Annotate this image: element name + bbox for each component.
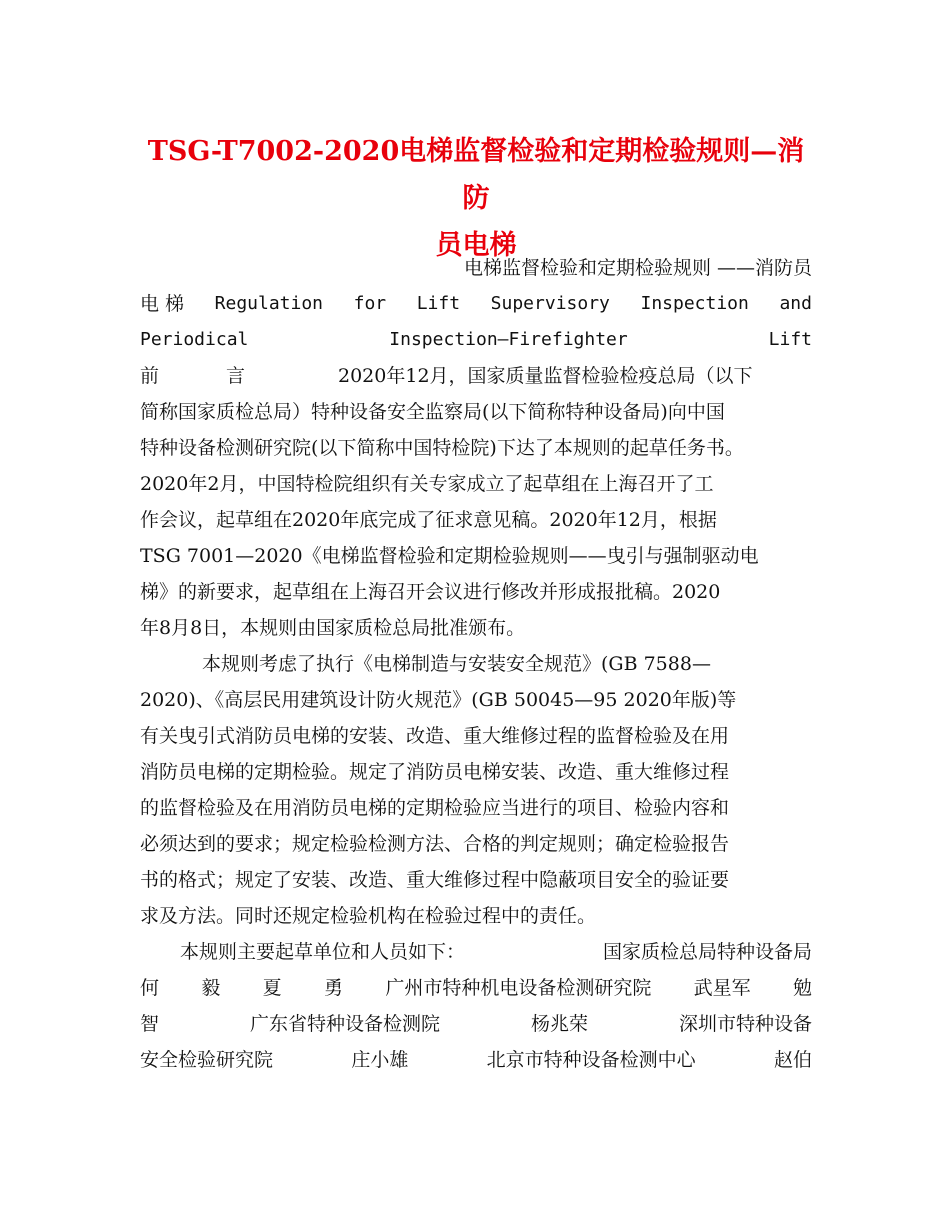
body-line: [140, 754, 812, 790]
title-line-2: 员电梯: [435, 230, 517, 261]
text-segment: Inspection—Firefighter: [389, 329, 628, 350]
body-line: [140, 322, 812, 358]
subtitle-text: 电梯监督检验和定期检验规则 ——消防员: [463, 257, 812, 279]
text-segment: TSG 7001—2020《电梯监督检验和定期检验规则——曳引与强制驱动电: [140, 545, 759, 567]
text-segment: and: [779, 293, 812, 314]
text-segment: 本规则主要起草单位和人员如下：: [180, 941, 466, 963]
text-segment: 的监督检验及在用消防员电梯的定期检验应当进行的项目、检验内容和: [140, 797, 730, 819]
text-segment: 夏: [262, 977, 282, 999]
text-segment: 北京市特种设备检测中心: [486, 1049, 696, 1071]
text-segment: Lift: [416, 293, 461, 314]
text-segment: 国家质检总局特种设备局: [602, 941, 812, 963]
text-segment: 何: [140, 977, 160, 999]
body-line: [140, 610, 812, 646]
text-segment: 杨兆荣: [530, 1013, 588, 1035]
body-line: [140, 394, 812, 430]
body-line: [140, 970, 812, 1006]
body-line: [140, 286, 812, 322]
text-segment: 梯》的新要求，起草组在上海召开会议进行修改并形成报批稿。2020: [140, 581, 721, 603]
text-segment: 赵伯: [773, 1049, 812, 1071]
text-segment: 消防员电梯的定期检验。规定了消防员电梯安装、改造、重大维修过程: [140, 761, 730, 783]
text-segment: 勉: [792, 977, 812, 999]
title-line-1: TSG-T7002-2020电梯监督检验和定期检验规则—消防: [147, 136, 805, 214]
text-segment: Regulation: [214, 293, 324, 314]
body-line: [140, 466, 812, 502]
body-line: [140, 646, 812, 682]
body-line: [140, 826, 812, 862]
heading-char: 言: [226, 365, 246, 387]
text-segment: 年8月8日，本规则由国家质检总局批准颁布。: [140, 617, 526, 639]
body-line: [140, 430, 812, 466]
text-segment: 深圳市特种设备: [678, 1013, 812, 1035]
text-segment: 必须达到的要求；规定检验检测方法、合格的判定规则；确定检验报告: [140, 833, 730, 855]
body-line: [140, 934, 812, 970]
text-segment: Supervisory: [490, 293, 610, 314]
text-segment: 有关曳引式消防员电梯的安装、改造、重大维修过程的监督检验及在用: [140, 725, 730, 747]
body-line: [140, 718, 812, 754]
body-line: [140, 682, 812, 718]
text-segment: 电 梯: [140, 293, 185, 315]
text-segment: 2020年2月，中国特检院组织有关专家成立了起草组在上海召开了工: [140, 473, 714, 495]
document-body: [140, 250, 812, 1078]
text-segment: for: [353, 293, 387, 314]
heading-char: 前: [140, 365, 160, 387]
text-segment: 武星军: [693, 977, 751, 999]
text-segment: 智: [140, 1013, 160, 1035]
body-line: [140, 538, 812, 574]
body-line: [140, 250, 812, 286]
text-segment: 广东省特种设备检测院: [249, 1013, 440, 1035]
body-line: [140, 574, 812, 610]
document-title: [140, 128, 812, 269]
body-line: [140, 1006, 812, 1042]
text-segment: 广州市特种机电设备检测研究院: [385, 977, 652, 999]
text-segment: Periodical: [140, 329, 249, 350]
text-segment: Lift: [768, 329, 812, 350]
text-segment: 安全检验研究院: [140, 1049, 274, 1071]
text-segment: 书的格式；规定了安装、改造、重大维修过程中隐蔽项目安全的验证要: [140, 869, 730, 891]
text-segment: 本规则考虑了执行《电梯制造与安装安全规范》(GB 7588—: [202, 653, 711, 675]
text-segment: 作会议，起草组在2020年底完成了征求意见稿。2020年12月，根据: [140, 509, 717, 531]
text-segment: 2020年12月，国家质量监督检验检疫总局（以下: [338, 365, 753, 387]
body-line: [140, 1042, 812, 1078]
text-segment: 勇: [323, 977, 343, 999]
text-segment: 求及方法。同时还规定检验机构在检验过程中的责任。: [140, 905, 597, 927]
text-segment: 庄小雄: [351, 1049, 409, 1071]
body-line: [140, 790, 812, 826]
body-line: [140, 502, 812, 538]
text-segment: Inspection: [640, 293, 749, 314]
body-line: [140, 358, 812, 394]
text-segment: 简称国家质检总局）特种设备安全监察局(以下简称特种设备局)向中国: [140, 401, 725, 423]
text-segment: 毅: [201, 977, 221, 999]
body-line: [140, 862, 812, 898]
text-segment: 2020)、《高层民用建筑设计防火规范》(GB 50045—95 2020年版)等: [140, 689, 737, 711]
body-line: [140, 898, 812, 934]
text-segment: 特种设备检测研究院(以下简称中国特检院)下达了本规则的起草任务书。: [140, 437, 744, 459]
